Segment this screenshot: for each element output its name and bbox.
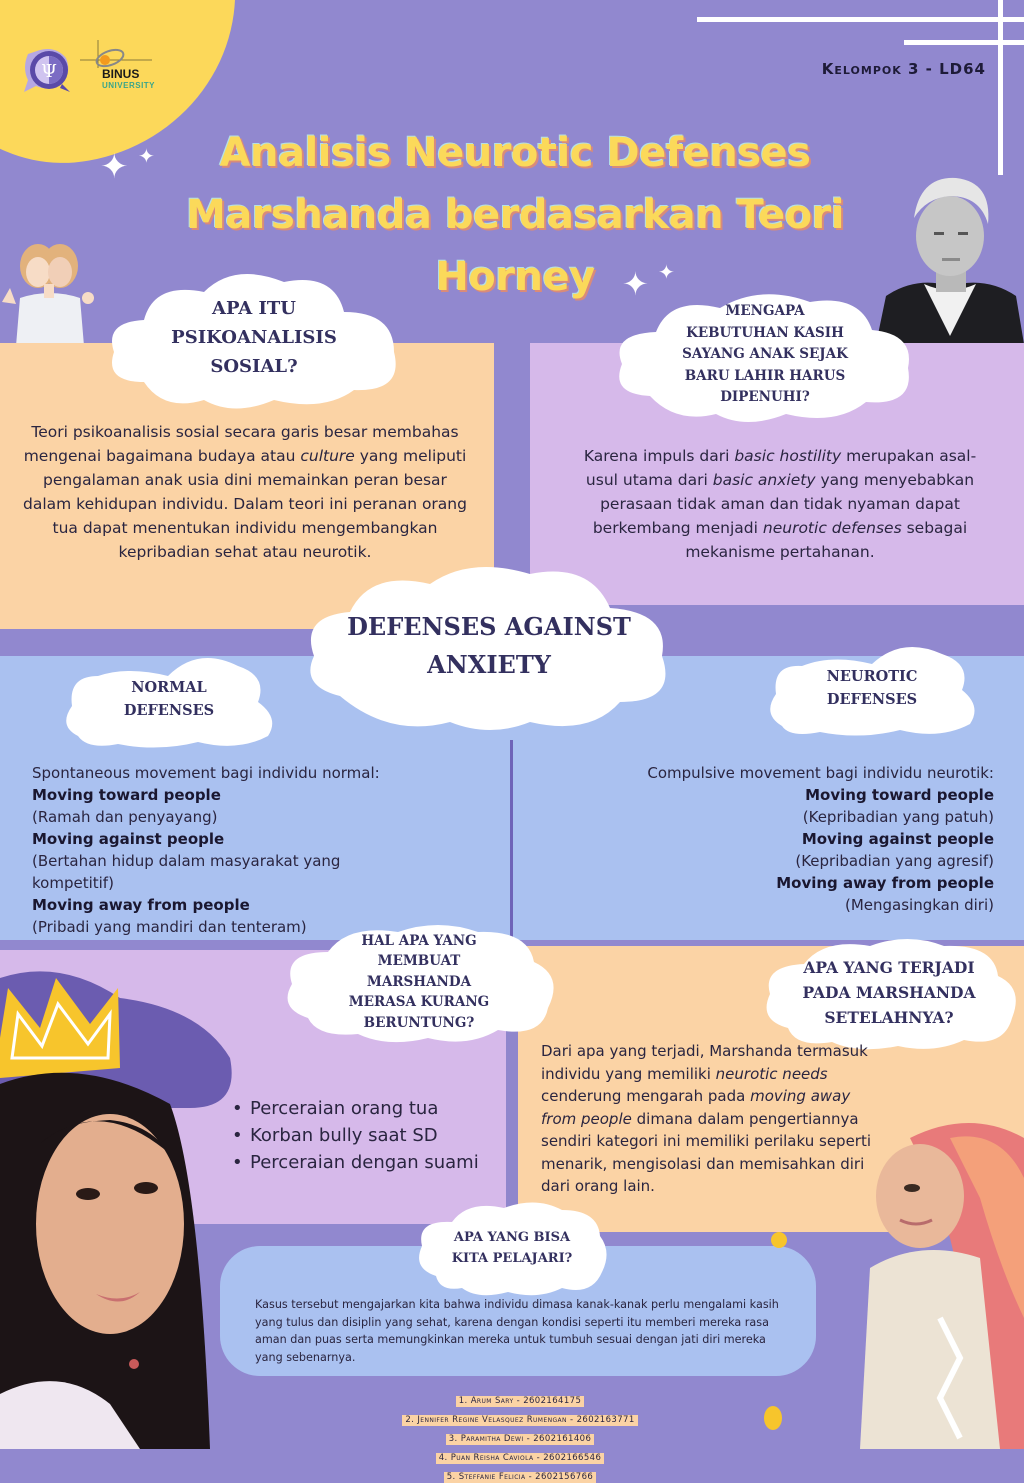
heading-line: APA YANG BISA	[453, 1230, 571, 1245]
heading-line: PSIKOANALISIS	[171, 326, 337, 348]
heading-line: PADA MARSHANDA	[802, 982, 976, 1002]
sparkle-icon: ✦	[658, 260, 675, 284]
list-item-desc: (Kepribadian yang agresif)	[795, 852, 994, 870]
heading-line: DEFENSES	[123, 702, 215, 719]
binus-university-logo	[80, 38, 180, 98]
heading-line: APA ITU	[212, 297, 296, 319]
affection-need-heading-cloud	[610, 284, 920, 426]
heading-line: KEBUTUHAN KASIH	[686, 324, 844, 341]
heading-line: MERASA KURANG	[348, 994, 490, 1011]
university-logo-text: UNIVERSITY	[102, 81, 156, 90]
title-line-1: Analisis Neurotic Defenses	[219, 130, 811, 176]
sparkle-icon: ✦	[138, 144, 155, 168]
decorative-line	[697, 17, 1024, 22]
group-members-list	[360, 1388, 680, 1483]
list-item-desc: (Mengasingkan diri)	[844, 896, 994, 914]
defenses-against-anxiety-cloud	[300, 556, 678, 736]
heading-line: MENGAPA	[725, 303, 805, 320]
marshanda-photo-left	[0, 1064, 220, 1449]
normal-defenses-list	[32, 762, 492, 938]
heading-line: MEMBUAT	[377, 953, 461, 970]
heading-line: BERUNTUNG?	[363, 1014, 475, 1031]
list-item: • Perceraian orang tua	[230, 1095, 500, 1122]
heading-line: ANXIETY	[427, 650, 551, 679]
member-item: 1. Arum Sary - 2602164175	[456, 1396, 585, 1407]
psychology-logo-icon	[20, 46, 78, 96]
heading-line: SOSIAL?	[210, 355, 298, 377]
svg-text:Ψ: Ψ	[41, 61, 57, 82]
list-item-desc: (Kepribadian yang patuh)	[802, 808, 994, 826]
heading-line: DEFENSES	[826, 691, 918, 708]
lesson-body: Kasus tersebut mengajarkan kita bahwa individu dimasa kanak-kanak perlu mengalami kasih yang tulus dan disiplin yang sehat, karena dengan kondisi seperti itu memberi mereka rasa aman dan puas serta memungkinkan mereka untuk tumbuh sesuai dengan jati diri mereka yang sebenarnya.	[255, 1298, 779, 1364]
list-item-title: Moving toward people	[32, 786, 221, 804]
group-label: Kelompok 3 - LD64	[821, 60, 986, 78]
heading-line: NEUROTIC	[826, 668, 918, 685]
neurotic-defenses-heading-cloud	[762, 636, 982, 740]
aftermath-heading-cloud	[758, 932, 1020, 1052]
member-item: 5. Steffanie Felicia - 2602156766	[444, 1472, 596, 1483]
list-item-title: Moving away from people	[32, 896, 250, 914]
yellow-dot-decoration	[764, 1406, 782, 1430]
list-item-title: Moving away from people	[776, 874, 994, 892]
lesson-heading-cloud	[412, 1196, 612, 1300]
decorative-line	[904, 40, 1024, 45]
list-item: • Korban bully saat SD	[230, 1122, 500, 1149]
binus-logo-text: BINUS	[102, 67, 140, 81]
list-item-title: Moving against people	[32, 830, 225, 848]
sparkle-icon: ✦	[100, 147, 129, 187]
affection-need-body: Karena impuls dari basic hostility merupakan asal-usul utama dari basic anxiety yang menyebabkan perasaan tidak aman dan tidak nyaman dapat berkembang menjadi neurotic defenses sebagai mekanisme pertahanan.	[583, 447, 977, 561]
decorative-line	[998, 0, 1003, 175]
list-item-title: Moving toward people	[805, 786, 994, 804]
list-intro: Spontaneous movement bagi individu normal:	[32, 764, 380, 782]
list-item-desc: (Ramah dan penyayang)	[32, 808, 218, 826]
title-line-3: Horney	[435, 254, 595, 300]
title-line-2: Marshanda berdasarkan Teori	[186, 192, 844, 238]
panel-divider	[510, 740, 513, 940]
heading-line: BARU LAHIR HARUS	[684, 367, 846, 384]
heading-line: KITA PELAJARI?	[451, 1251, 573, 1266]
social-psychoanalysis-heading-cloud	[104, 262, 404, 412]
member-item: 2. Jennifer Regine Velasquez Rumengan - 2602163771	[402, 1415, 637, 1426]
unlucky-heading-cloud	[278, 918, 560, 1046]
two-faced-person-illustration	[0, 228, 100, 346]
heading-line: SAYANG ANAK SEJAK	[682, 346, 848, 363]
member-item: 4. Puan Reisha Caviola - 2602166546	[436, 1453, 605, 1464]
sparkle-icon: ✦	[622, 265, 649, 303]
heading-line: SETELAHNYA?	[824, 1007, 954, 1027]
neurotic-defenses-list	[540, 762, 994, 916]
list-item-desc: (Pribadi yang mandiri dan tenteram)	[32, 918, 307, 936]
list-item-desc: (Bertahan hidup dalam masyarakat yang kompetitif)	[32, 852, 341, 892]
heading-line: MARSHANDA	[366, 973, 472, 990]
list-intro: Compulsive movement bagi individu neurotik:	[647, 764, 994, 782]
social-psychoanalysis-body: Teori psikoanalisis sosial secara garis besar membahas mengenai bagaimana budaya atau culture yang meliputi pengalaman anak usia dini memainkan peran besar dalam kehidupan individu. Dalam teori ini peranan orang tua dapat menentukan individu mengembangkan kepribadian sehat atau neurotik.	[23, 423, 467, 561]
unlucky-reasons-list	[230, 1095, 500, 1176]
member-item: 3. Paramitha Dewi - 2602161406	[446, 1434, 595, 1445]
heading-line: DIPENUHI?	[720, 389, 810, 406]
marshanda-photo-right	[850, 1118, 1024, 1449]
yellow-dot-decoration	[771, 1232, 787, 1248]
heading-line: HAL APA YANG	[361, 932, 477, 949]
heading-line: DEFENSES AGAINST	[347, 612, 631, 641]
list-item-title: Moving against people	[801, 830, 994, 848]
list-item: • Perceraian dengan suami	[230, 1149, 500, 1176]
normal-defenses-heading-cloud	[58, 646, 280, 752]
heading-line: APA YANG TERJADI	[803, 957, 975, 977]
aftermath-body: Dari apa yang terjadi, Marshanda termasuk individu yang memiliki neurotic needs cenderung mengarah pada moving away from people dimana dalam pengertiannya sendiri kategori ini memiliki perilaku seperti menarik, mengisolasi dan memisahkan diri dari orang lain.	[541, 1042, 872, 1195]
heading-line: NORMAL	[131, 679, 207, 696]
